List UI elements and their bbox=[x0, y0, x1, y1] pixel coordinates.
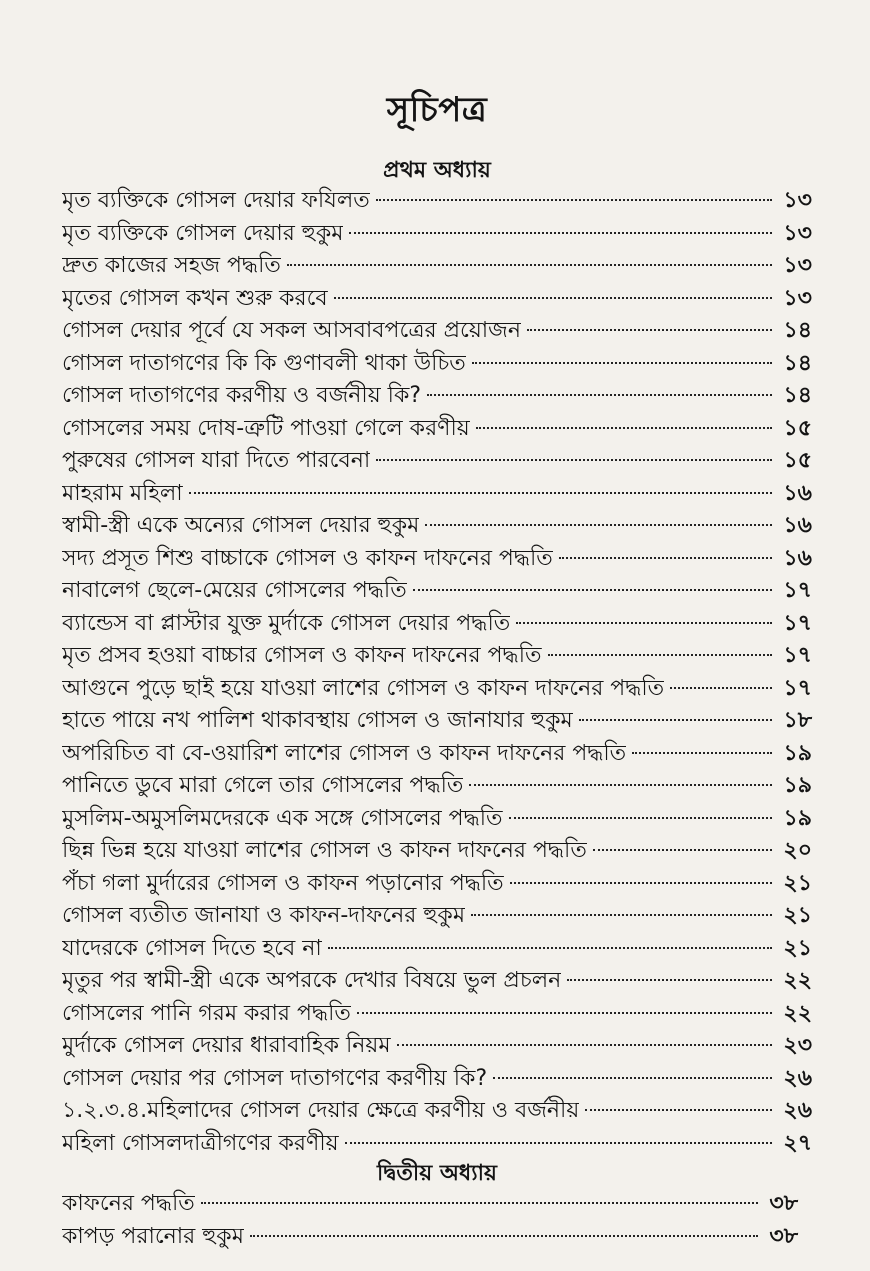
toc-entry-title: কাপড় পরানোর হুকুম bbox=[62, 1223, 244, 1249]
dot-leader bbox=[527, 329, 772, 331]
toc-entry-title: মুর্দাকে গোসল দেয়ার ধারাবাহিক নিয়ম bbox=[62, 1033, 391, 1058]
toc-entry bbox=[62, 1188, 812, 1221]
toc-entry-title: ১.২.৩.৪.মহিলাদের গোসল দেয়ার ক্ষেত্রে করণীয় ও বর্জনীয় bbox=[62, 1098, 580, 1123]
toc-entry-page-number: ১৬ bbox=[783, 513, 812, 538]
toc-entry-page-number: ১৯ bbox=[783, 773, 812, 798]
toc-entry bbox=[62, 478, 812, 511]
toc-entry bbox=[62, 803, 812, 836]
toc-entry-page-number: ১৩ bbox=[783, 220, 812, 246]
toc-list bbox=[62, 185, 812, 1160]
toc-entry bbox=[62, 283, 812, 316]
dot-leader bbox=[670, 687, 772, 689]
toc-entry bbox=[62, 705, 812, 738]
toc-entry bbox=[62, 868, 812, 901]
toc-entry bbox=[62, 413, 812, 446]
dot-leader bbox=[585, 1109, 772, 1111]
dot-leader bbox=[328, 947, 772, 949]
toc-entry-title: সদ্য প্রসূত শিশু বাচ্চাকে গোসল ও কাফন দাফনের পদ্ধতি bbox=[62, 545, 553, 571]
toc-entry-page-number: ১৫ bbox=[783, 415, 812, 441]
toc-entry-title: মৃতের গোসল কখন শুরু করবে bbox=[62, 285, 328, 311]
toc-entry-page-number: ৩৮ bbox=[769, 1191, 798, 1216]
toc-entry bbox=[62, 1095, 812, 1128]
toc-entry bbox=[62, 835, 812, 868]
toc-entry bbox=[62, 900, 812, 933]
toc-entry bbox=[62, 770, 812, 803]
toc-entry-page-number: ২৭ bbox=[783, 1130, 812, 1156]
toc-entry-page-number: ১৭ bbox=[783, 643, 812, 668]
toc-entry-title: গোসলের পানি গরম করার পদ্ধতি bbox=[62, 1000, 351, 1026]
dot-leader bbox=[493, 1077, 772, 1079]
toc-entry-title: মাহরাম মহিলা bbox=[62, 480, 183, 506]
toc-entry-title: গোসলের সময় দোষ-ত্রুটি পাওয়া গেলে করণীয় bbox=[62, 415, 470, 441]
toc-entry-page-number: ১৯ bbox=[783, 805, 812, 831]
dot-leader bbox=[510, 882, 772, 884]
toc-entry bbox=[62, 445, 812, 478]
toc-entry-title: মুসলিম-অমুসলিমদেরকে এক সঙ্গে গোসলের পদ্ধতি bbox=[62, 805, 503, 831]
toc-entry bbox=[62, 348, 812, 381]
toc-entry-title: পঁচা গলা মুর্দারের গোসল ও কাফন পড়ানোর পদ্ধতি bbox=[62, 870, 504, 896]
toc-entry-title: আগুনে পুড়ে ছাই হয়ে যাওয়া লাশের গোসল ও কাফন দাফনের পদ্ধতি bbox=[62, 675, 665, 701]
dot-leader bbox=[579, 719, 772, 721]
toc-entry bbox=[62, 965, 812, 998]
dot-leader bbox=[250, 1235, 758, 1237]
toc-entry-page-number: ২৬ bbox=[783, 1065, 812, 1091]
toc-entry-page-number: ২৩ bbox=[783, 1033, 812, 1058]
toc-entry-title: গোসল ব্যতীত জানাযা ও কাফন-দাফনের হুকুম bbox=[62, 903, 466, 928]
dot-leader bbox=[413, 589, 772, 591]
dot-leader bbox=[516, 622, 772, 624]
dot-leader bbox=[376, 459, 772, 461]
toc-entry-page-number: ৩৮ bbox=[769, 1223, 798, 1249]
toc-entry-page-number: ১৪ bbox=[783, 350, 812, 376]
chapter-heading: প্রথম অধ্যায় bbox=[383, 158, 491, 183]
toc-entry-title: ছিন্ন ভিন্ন হয়ে যাওয়া লাশের গোসল ও কাফন দাফনের পদ্ধতি bbox=[62, 838, 587, 863]
dot-leader bbox=[548, 654, 773, 656]
toc-entry-page-number: ১৩ bbox=[783, 188, 812, 213]
toc-entry-page-number: ২২ bbox=[783, 1000, 812, 1026]
dot-leader bbox=[287, 264, 772, 266]
toc-entry bbox=[62, 250, 812, 283]
toc-entry-title: যাদেরকে গোসল দিতে হবে না bbox=[62, 935, 322, 961]
page-title: সূচিপত্র bbox=[386, 90, 488, 130]
toc-entry bbox=[62, 315, 812, 348]
toc-entry-page-number: ১৭ bbox=[783, 675, 812, 701]
dot-leader bbox=[427, 394, 772, 396]
dot-leader bbox=[472, 362, 772, 364]
toc-entry bbox=[62, 218, 812, 251]
dot-leader bbox=[334, 297, 772, 299]
toc-entry-title: গোসল দাতাগণের করণীয় ও বর্জনীয় কি? bbox=[62, 383, 422, 408]
toc-entry bbox=[62, 640, 812, 673]
toc-entry-page-number: ১৩ bbox=[783, 285, 812, 311]
dot-leader bbox=[559, 557, 772, 559]
dot-leader bbox=[376, 199, 772, 201]
toc-entry-title: মৃত ব্যক্তিকে গোসল দেয়ার হুকুম bbox=[62, 220, 344, 246]
toc-entry bbox=[62, 673, 812, 706]
toc-list bbox=[62, 1188, 812, 1253]
toc-entry-title: হাতে পায়ে নখ পালিশ থাকাবস্থায় গোসল ও জানাযার হুকুম bbox=[62, 708, 573, 733]
toc-entry-title: নাবালেগ ছেলে-মেয়ের গোসলের পদ্ধতি bbox=[62, 578, 407, 603]
toc-entry-page-number: ২১ bbox=[783, 935, 812, 961]
dot-leader bbox=[189, 492, 772, 494]
toc-entry bbox=[62, 1030, 812, 1063]
toc-entry-title: মৃত ব্যক্তিকে গোসল দেয়ার ফযিলত bbox=[62, 188, 370, 213]
toc-entry-page-number: ১৫ bbox=[783, 448, 812, 473]
toc-entry-page-number: ১৬ bbox=[783, 545, 812, 571]
chapter-1 bbox=[62, 157, 812, 1160]
toc-entry-page-number: ১৩ bbox=[783, 253, 812, 278]
toc-entry bbox=[62, 998, 812, 1031]
dot-leader bbox=[397, 1044, 772, 1046]
chapter-heading: দ্বিতীয় অধ্যায় bbox=[377, 1161, 497, 1186]
dot-leader bbox=[469, 784, 772, 786]
toc-entry-page-number: ২১ bbox=[783, 870, 812, 896]
toc-entry bbox=[62, 1128, 812, 1161]
chapter-2 bbox=[62, 1160, 812, 1253]
toc-entry bbox=[62, 185, 812, 218]
toc-entry-title: কাফনের পদ্ধতি bbox=[62, 1191, 195, 1216]
dot-leader bbox=[476, 427, 772, 429]
toc-entry-page-number: ১৯ bbox=[783, 740, 812, 766]
toc-entry-page-number: ১৮ bbox=[783, 708, 812, 733]
toc-entry bbox=[62, 1063, 812, 1096]
toc-entry-title: মৃতুর পর স্বামী-স্ত্রী একে অপরকে দেখার বিষয়ে ভুল প্রচলন bbox=[62, 968, 562, 993]
toc-entry bbox=[62, 1221, 812, 1254]
toc-entry-page-number: ১৭ bbox=[783, 578, 812, 603]
dot-leader bbox=[201, 1202, 758, 1204]
toc-entry bbox=[62, 933, 812, 966]
toc-entry bbox=[62, 510, 812, 543]
dot-leader bbox=[345, 1142, 772, 1144]
toc-entry-title: পুরুষের গোসল যারা দিতে পারবেনা bbox=[62, 448, 371, 473]
toc-entry-title: গোসল দাতাগণের কি কি গুণাবলী থাকা উচিত bbox=[62, 350, 466, 376]
dot-leader bbox=[349, 232, 772, 234]
dot-leader bbox=[357, 1012, 772, 1014]
toc-entry-title: স্বামী-স্ত্রী একে অন্যের গোসল দেয়ার হুকুম bbox=[62, 513, 420, 538]
toc-entry-page-number: ২১ bbox=[783, 903, 812, 928]
toc-entry-page-number: ১৭ bbox=[783, 610, 812, 636]
toc-entry-title: দ্রুত কাজের সহজ পদ্ধতি bbox=[62, 253, 281, 278]
toc-entry-title: পানিতে ডুবে মারা গেলে তার গোসলের পদ্ধতি bbox=[62, 773, 464, 798]
dot-leader bbox=[632, 752, 772, 754]
toc-entry-page-number: ১৪ bbox=[783, 383, 812, 408]
toc-entry-title: অপরিচিত বা বে-ওয়ারিশ লাশের গোসল ও কাফন দাফনের পদ্ধতি bbox=[62, 740, 627, 766]
toc-entry bbox=[62, 543, 812, 576]
dot-leader bbox=[509, 817, 772, 819]
toc-entry bbox=[62, 738, 812, 771]
dot-leader bbox=[593, 849, 772, 851]
toc-entry bbox=[62, 380, 812, 413]
toc-entry-title: ব্যান্ডেস বা প্লাস্টার যুক্ত মুর্দাকে গোসল দেয়ার পদ্ধতি bbox=[62, 610, 511, 636]
toc-entry bbox=[62, 575, 812, 608]
toc-entry-title: গোসল দেয়ার পূর্বে যে সকল আসবাবপত্রের প্রয়োজন bbox=[62, 318, 521, 343]
toc-entry-page-number: ২২ bbox=[783, 968, 812, 993]
dot-leader bbox=[425, 524, 772, 526]
dot-leader bbox=[567, 979, 772, 981]
toc-entry-page-number: ১৬ bbox=[783, 480, 812, 506]
toc-entry-title: গোসল দেয়ার পর গোসল দাতাগণের করণীয় কি? bbox=[62, 1065, 488, 1091]
toc-entry-page-number: ১৪ bbox=[783, 318, 812, 343]
toc-entry-page-number: ২০ bbox=[783, 838, 812, 863]
toc-entry-title: মৃত প্রসব হওয়া বাচ্চার গোসল ও কাফন দাফনের পদ্ধতি bbox=[62, 643, 542, 668]
toc-entry-page-number: ২৬ bbox=[783, 1098, 812, 1123]
toc-entry bbox=[62, 608, 812, 641]
toc-entry-title: মহিলা গোসলদাত্রীগণের করণীয় bbox=[62, 1130, 339, 1156]
dot-leader bbox=[471, 914, 772, 916]
